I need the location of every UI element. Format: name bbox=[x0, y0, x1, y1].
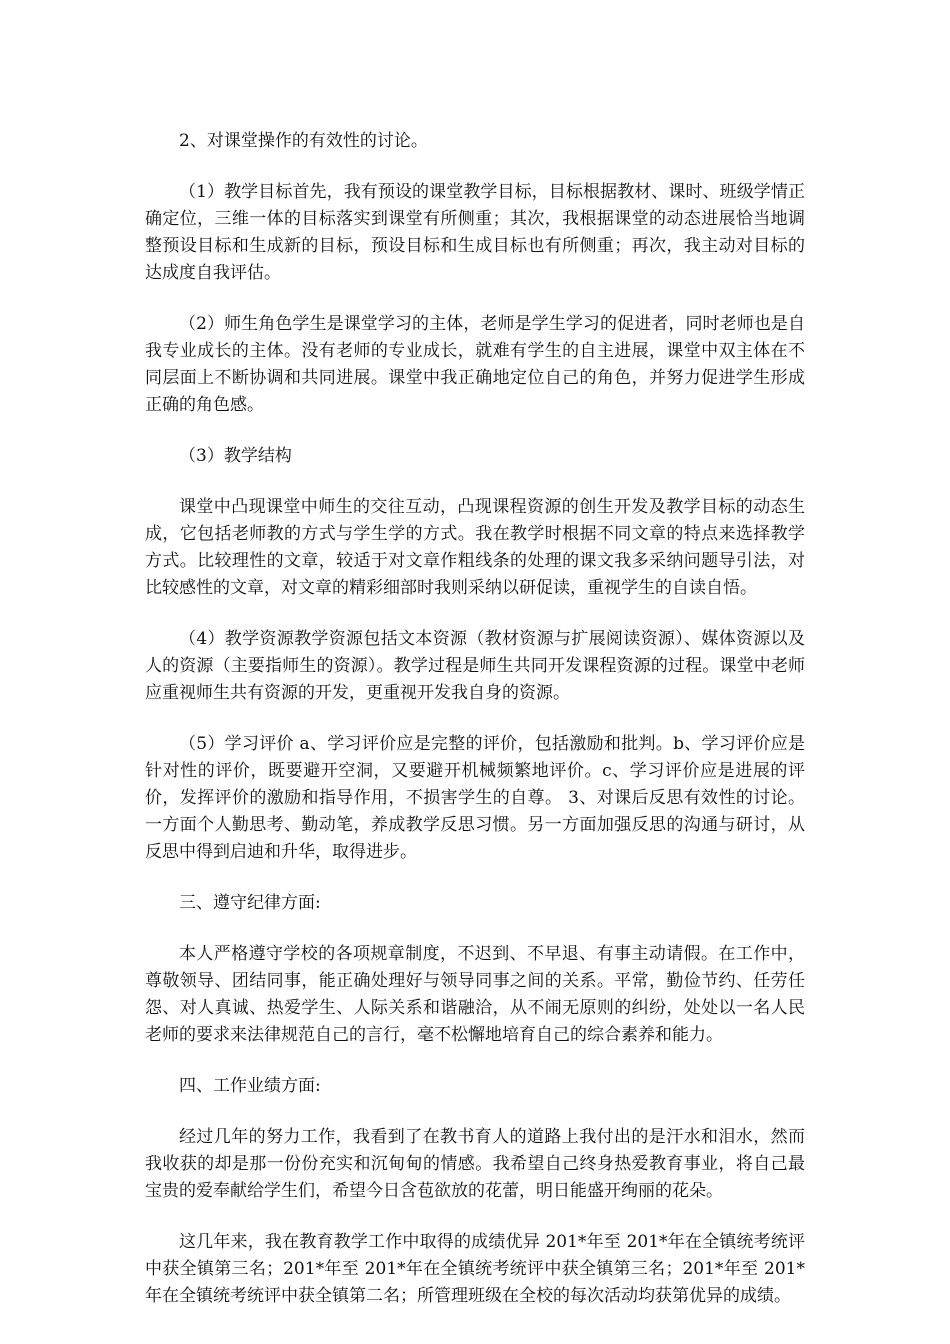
paragraph-teaching-goals: （1）教学目标首先，我有预设的课堂教学目标，目标根据教材、课时、班级学情正确定位，三维一体的目标落实到课堂有所侧重；其次，我根据课堂的动态进展恰当地调整预设目标和生成新的目标，预设目标和生成目标也有所侧重；再次，我主动对目标的达成度自我评估。 bbox=[145, 182, 805, 283]
paragraph-teaching-structure: 课堂中凸现课堂中师生的交往互动，凸现课程资源的创生开发及教学目标的动态生成，它包括老师教的方式与学生学的方式。我在教学时根据不同文章的特点来选择教学方式。比较理性的文章，较适于对文章作粗线条的处理的课文我多采纳问题导引法，对比较感性的文章，对文章的精彩细部时我则采纳以研促读，重视学生的自读自悟。 bbox=[145, 497, 805, 598]
subheading-teaching-structure: （3）教学结构 bbox=[179, 446, 292, 466]
paragraph-teacher-student-roles: （2）师生角色学生是课堂学习的主体，老师是学生学习的促进者，同时老师也是自我专业成长的主体。没有老师的专业成长，就难有学生的自主进展，课堂中双主体在不同层面上不断协调和共同进展。课堂中我正确地定位自己的角色，并努力促进学生形成正确的角色感。 bbox=[145, 314, 805, 415]
section-heading-achievements: 四、工作业绩方面: bbox=[179, 1076, 321, 1096]
section-heading-classroom-effectiveness: 2、对课堂操作的有效性的讨论。 bbox=[179, 131, 428, 151]
paragraph-teaching-resources: （4）教学资源教学资源包括文本资源（教材资源与扩展阅读资源）、媒体资源以及人的资源（主要指师生的资源）。教学过程是师生共同开发课程资源的过程。课堂中老师应重视师生共有资源的开发，更重视开发我自身的资源。 bbox=[145, 629, 805, 703]
paragraph-results: 这几年来，我在教育教学工作中取得的成绩优异 201*年至 201*年在全镇统考统评中获全镇第三名；201*年至 201*年在全镇统考统评中获全镇第三名；201*年至 201*年在全镇统考统评中获全镇第二名；所管理班级在全校的每次活动均获第优异的成绩。 bbox=[145, 1232, 805, 1306]
paragraph-discipline: 本人严格遵守学校的各项规章制度，不迟到、不早退、有事主动请假。在工作中，尊敬领导、团结同事，能正确处理好与领导同事之间的关系。平常，勤俭节约、任劳任怨、对人真诚、热爱学生、人际关系和谐融洽，从不闹无原则的纠纷，处处以一名人民老师的要求来法律规范自己的言行，毫不松懈地培育自己的综合素养和能力。 bbox=[145, 944, 805, 1045]
paragraph-work-reflection: 经过几年的努力工作，我看到了在教书育人的道路上我付出的是汗水和泪水，然而我收获的却是那一份份充实和沉甸甸的情感。我希望自己终身热爱教育事业，将自己最宝贵的爱奉献给学生们，希望今日含苞欲放的花蕾，明日能盛开绚丽的花朵。 bbox=[145, 1127, 805, 1201]
section-heading-discipline: 三、遵守纪律方面: bbox=[179, 893, 321, 913]
document-body bbox=[145, 128, 805, 1334]
paragraph-learning-evaluation: （5）学习评价 a、学习评价应是完整的评价，包括激励和批判。b、学习评价应是针对性的评价，既要避开空洞，又要避开机械频繁地评价。c、学习评价应是进展的评价，发挥评价的激励和指导作用，不损害学生的自尊。 3、对课后反思有效性的讨论。一方面个人勤思考、勤动笔，养成教学反思习惯。另一方面加强反思的沟通与研讨，从反思中得到启迪和升华，取得进步。 bbox=[145, 734, 805, 862]
